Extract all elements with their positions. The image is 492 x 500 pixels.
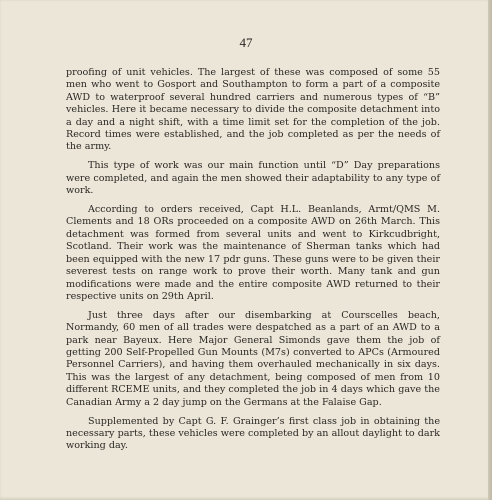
page-edge-shadow <box>488 0 492 500</box>
paragraph-3: According to orders received, Capt H.L. Beanlands, Armt/QMS M. Clements and 18 ORs proceeded on a composite AWD on 26th March. This detachment was formed from several units and went to Kirkcudbright, Scotland. Their work was the maintenance of Sherman tanks which had been equipped with the new 17 pdr guns. These guns were to be given their severest tests on range work to prove their worth. Many tank and gun modifications were made and the entire composite AWD returned to their respective units on 29th April. <box>66 204 440 302</box>
paragraph-1: proofing of unit vehicles. The largest of these was composed of some 55 men who went to Gosport and Southampton to form a part of a composite AWD to waterproof several hundred carriers and numerous types of “B” vehicles. Here it became necessary to divide the composite detachment into a day and a night shift, with a time limit set for the completion of the job. Record times were established, and the job completed as per the needs of the army. <box>66 67 440 153</box>
paragraph-4: Just three days after our disembarking at Courscelles beach, Normandy, 60 men of all trades were despatched as a part of an AWD to a park near Bayeux. Here Major General Simonds gave them the job of getting 200 Self-Propelled Gun Mounts (M7s) converted to APCs (Armoured Personnel Carriers), and having them overhauled mechanically in six days. This was the largest of any detachment, being composed of men from 10 different RCEME units, and they completed the job in 4 days which gave the Canadian Army a 2 day jump on the Germans at the Falaise Gap. <box>66 309 440 408</box>
page-number: 47 <box>239 35 253 50</box>
paragraph-2: This type of work was our main function until “D” Day preparations were completed, and again the men showed their adaptability to any type of work. <box>66 160 440 197</box>
paragraph-5: Supplemented by Capt G. F. Grainger’s first class job in obtaining the necessary parts, these vehicles were completed by an allout daylight to dark working day. <box>66 415 440 452</box>
body-text <box>66 67 440 459</box>
